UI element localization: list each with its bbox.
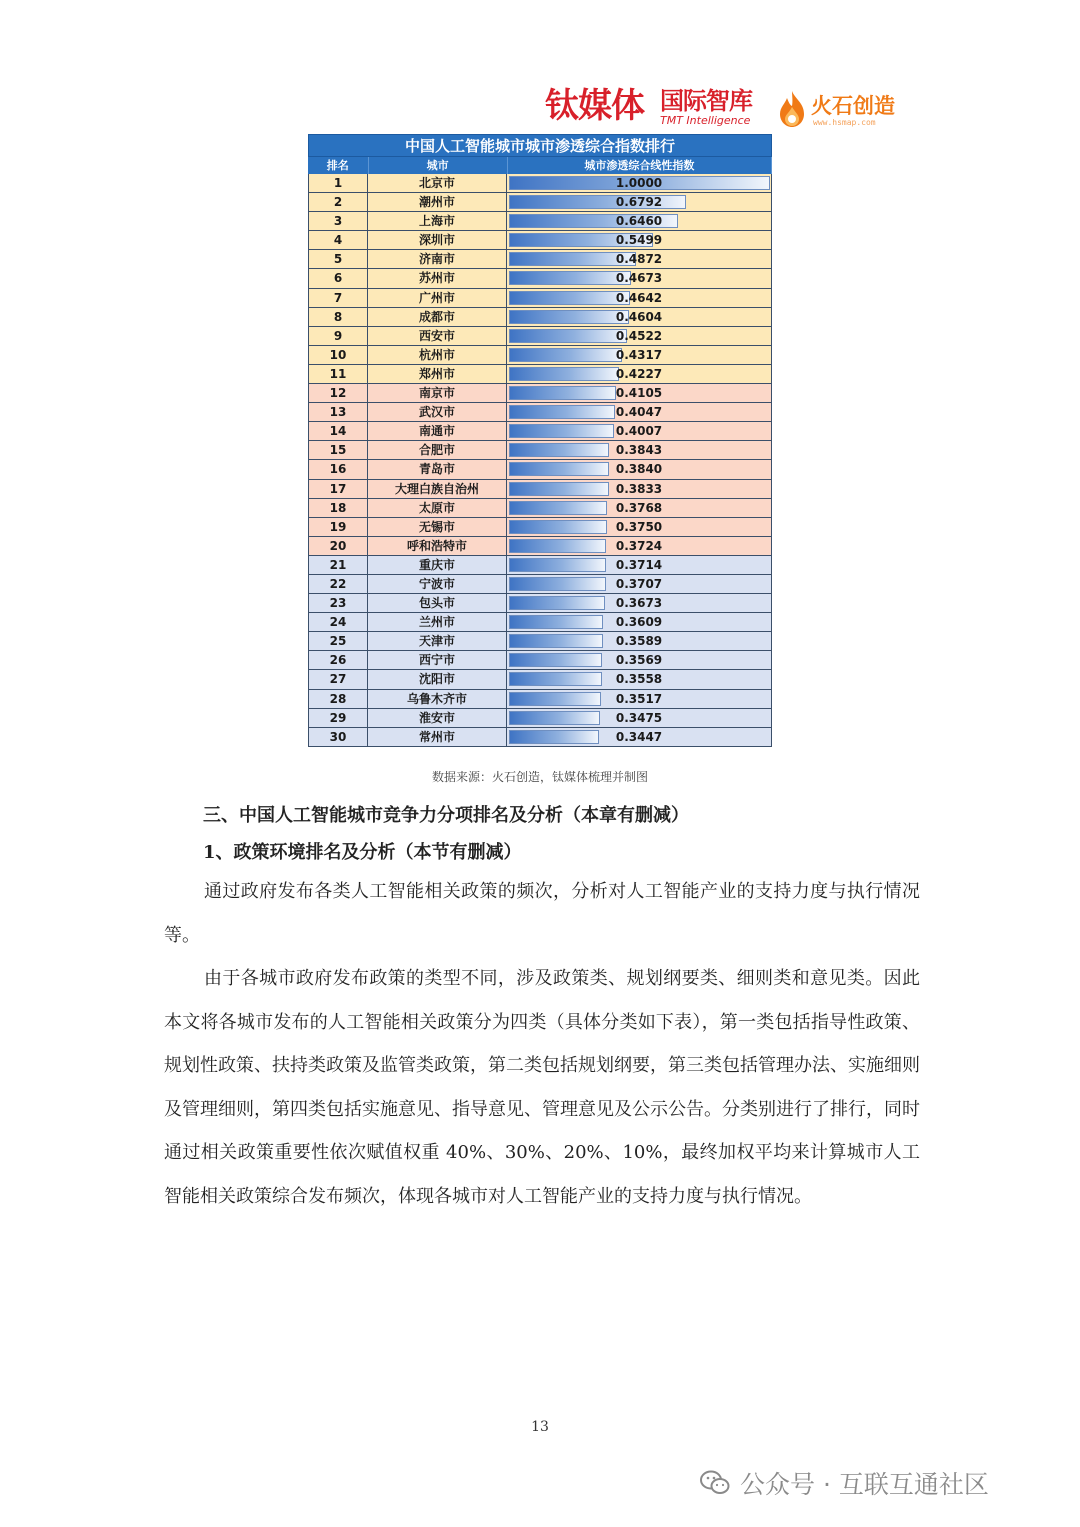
table-body (308, 174, 772, 747)
value-cell (507, 709, 772, 727)
value-cell (507, 728, 772, 746)
header-rank: 排名 (308, 157, 369, 174)
table-row (308, 575, 772, 594)
header-logos (545, 86, 905, 136)
value-label: 0.3768 (615, 500, 663, 515)
rank-cell: 29 (308, 709, 368, 727)
value-cell (507, 346, 772, 364)
rank-cell: 23 (308, 594, 368, 612)
city-cell: 北京市 (368, 174, 507, 192)
table-row (308, 403, 772, 422)
rank-cell: 8 (308, 308, 368, 326)
value-label: 0.4007 (615, 424, 663, 439)
value-cell (507, 518, 772, 536)
table-row (308, 499, 772, 518)
table-row (308, 690, 772, 709)
value-label: 0.4522 (615, 328, 663, 343)
table-row (308, 460, 772, 479)
value-cell (507, 422, 772, 440)
table-row (308, 441, 772, 460)
value-cell (507, 384, 772, 402)
table-title: 中国人工智能城市城市渗透综合指数排行 (308, 134, 772, 157)
rank-cell: 10 (308, 346, 368, 364)
table-row (308, 346, 772, 365)
city-cell: 青岛市 (368, 460, 507, 478)
rank-cell: 20 (308, 537, 368, 555)
value-label: 0.3609 (615, 615, 663, 630)
value-label: 0.3447 (615, 729, 663, 744)
city-cell: 淮安市 (368, 709, 507, 727)
value-label: 0.3589 (615, 634, 663, 649)
city-cell: 宁波市 (368, 575, 507, 593)
rank-cell: 13 (308, 403, 368, 421)
value-label: 0.4227 (615, 366, 663, 381)
table-row (308, 651, 772, 670)
value-label: 0.3840 (615, 462, 663, 477)
rank-cell: 1 (308, 174, 368, 192)
value-label: 0.3724 (615, 538, 663, 553)
tmt-logo-side: 国际智库 (660, 87, 752, 115)
subsection-heading: 1、政策环境排名及分析（本节有删减） (203, 842, 522, 863)
table-row (308, 537, 772, 556)
watermark-text: 公众号 · 互联互通社区 (740, 1470, 989, 1499)
value-cell (507, 327, 772, 345)
table-row (308, 212, 772, 231)
value-label: 0.3558 (615, 672, 663, 687)
value-label: 0.3714 (615, 557, 663, 572)
city-cell: 沈阳市 (368, 670, 507, 688)
city-cell: 南京市 (368, 384, 507, 402)
page-number: 13 (531, 1419, 549, 1435)
value-cell (507, 480, 772, 498)
value-label: 0.4604 (615, 309, 663, 324)
value-label: 0.4673 (615, 271, 663, 286)
rank-cell: 16 (308, 460, 368, 478)
rank-cell: 26 (308, 651, 368, 669)
rank-cell: 2 (308, 193, 368, 211)
value-label: 0.6460 (615, 214, 663, 229)
rank-cell: 4 (308, 231, 368, 249)
value-cell (507, 651, 772, 669)
value-label: 0.4047 (615, 405, 663, 420)
city-cell: 常州市 (368, 728, 507, 746)
table-row (308, 670, 772, 689)
city-cell: 重庆市 (368, 556, 507, 574)
rank-cell: 19 (308, 518, 368, 536)
city-cell: 呼和浩特市 (368, 537, 507, 555)
city-cell: 西安市 (368, 327, 507, 345)
value-cell (507, 441, 772, 459)
rank-cell: 18 (308, 499, 368, 517)
value-label: 0.4317 (615, 347, 663, 362)
city-cell: 天津市 (368, 632, 507, 650)
value-cell (507, 269, 772, 287)
value-label: 0.3517 (615, 691, 663, 706)
hs-logo-name: 火石创造 (811, 94, 895, 118)
value-cell (507, 690, 772, 708)
table-row (308, 384, 772, 403)
rank-cell: 21 (308, 556, 368, 574)
value-label: 0.3843 (615, 443, 663, 458)
rank-cell: 9 (308, 327, 368, 345)
city-cell: 乌鲁木齐市 (368, 690, 507, 708)
value-cell (507, 174, 772, 192)
value-cell (507, 193, 772, 211)
table-row (308, 422, 772, 441)
city-cell: 兰州市 (368, 613, 507, 631)
city-cell: 无锡市 (368, 518, 507, 536)
rank-cell: 3 (308, 212, 368, 230)
rank-cell: 27 (308, 670, 368, 688)
value-cell (507, 403, 772, 421)
table-row (308, 556, 772, 575)
header-city: 城市 (369, 157, 508, 174)
table-row (308, 231, 772, 250)
value-cell (507, 575, 772, 593)
table-row (308, 518, 772, 537)
value-cell (507, 460, 772, 478)
rank-cell: 22 (308, 575, 368, 593)
value-label: 0.3833 (615, 481, 663, 496)
city-cell: 包头市 (368, 594, 507, 612)
hs-logo-url: www.hsmap.com (813, 118, 876, 127)
city-cell: 西宁市 (368, 651, 507, 669)
city-cell: 潮州市 (368, 193, 507, 211)
value-label: 0.3569 (615, 653, 663, 668)
value-cell (507, 289, 772, 307)
city-cell: 郑州市 (368, 365, 507, 383)
table-row (308, 250, 772, 269)
value-label: 0.6792 (615, 195, 663, 210)
city-cell: 合肥市 (368, 441, 507, 459)
table-row (308, 728, 772, 747)
value-label: 0.3673 (615, 596, 663, 611)
value-label: 0.4105 (615, 386, 663, 401)
value-cell (507, 670, 772, 688)
watermark (700, 1463, 989, 1503)
table-row (308, 193, 772, 212)
table-row (308, 289, 772, 308)
city-cell: 上海市 (368, 212, 507, 230)
tmt-logo-main: 钛媒体 (545, 86, 644, 126)
value-label: 1.0000 (615, 176, 663, 190)
table-row (308, 709, 772, 728)
rank-cell: 28 (308, 690, 368, 708)
header-value: 城市渗透综合线性指数 (508, 157, 772, 174)
table-row (308, 174, 772, 193)
rank-cell: 14 (308, 422, 368, 440)
city-cell: 苏州市 (368, 269, 507, 287)
city-cell: 杭州市 (368, 346, 507, 364)
value-label: 0.3707 (615, 576, 663, 591)
value-cell (507, 632, 772, 650)
value-cell (507, 556, 772, 574)
table-row (308, 308, 772, 327)
section-heading: 三、中国人工智能城市竞争力分项排名及分析（本章有删减） (203, 805, 689, 826)
value-cell (507, 499, 772, 517)
rank-cell: 7 (308, 289, 368, 307)
rank-cell: 15 (308, 441, 368, 459)
value-cell (507, 231, 772, 249)
table-row (308, 365, 772, 384)
city-cell: 太原市 (368, 499, 507, 517)
city-cell: 广州市 (368, 289, 507, 307)
rank-cell: 5 (308, 250, 368, 268)
value-cell (507, 365, 772, 383)
value-label: 0.3750 (615, 519, 663, 534)
value-cell (507, 250, 772, 268)
value-cell (507, 594, 772, 612)
table-row (308, 632, 772, 651)
value-cell (507, 537, 772, 555)
city-cell: 济南市 (368, 250, 507, 268)
ranking-table (308, 134, 772, 747)
flame-icon (777, 90, 807, 128)
figure-caption: 数据来源：火石创造，钛媒体梳理并制图 (431, 770, 648, 784)
rank-cell: 12 (308, 384, 368, 402)
value-cell (507, 212, 772, 230)
tmt-logo-english: TMT Intelligence (660, 114, 751, 127)
rank-cell: 24 (308, 613, 368, 631)
value-cell (507, 613, 772, 631)
rank-cell: 11 (308, 365, 368, 383)
wechat-icon (700, 1470, 730, 1496)
paragraph-2: 由于各城市政府发布政策的类型不同，涉及政策类、规划纲要类、细则类和意见类。因此本文将各城市发布的人工智能相关政策分为四类（具体分类如下表），第一类包括指导性政策、规划性政策、扶持类政策及监管类政策，第二类包括规划纲要，第三类包括管理办法、实施细则及管理细则，第四类包括实施意见、指导意见、管理意见及公示公告。分类别进行了排行，同时通过相关政策重要性依次赋值权重 40%、30%、20%、10%，最终加权平均来计算城市人工智能相关政策综合发布频次，体现各城市对人工智能产业的支持力度与执行情况。 (164, 968, 920, 1207)
rank-cell: 30 (308, 728, 368, 746)
value-label: 0.4872 (615, 252, 663, 267)
table-row (308, 594, 772, 613)
table-row (308, 327, 772, 346)
rank-cell: 17 (308, 480, 368, 498)
paragraph-1: 通过政府发布各类人工智能相关政策的频次，分析对人工智能产业的支持力度与执行情况等。 (164, 881, 920, 946)
city-cell: 深圳市 (368, 231, 507, 249)
city-cell: 大理白族自治州 (368, 480, 507, 498)
table-header-row (308, 157, 772, 174)
rank-cell: 6 (308, 269, 368, 287)
city-cell: 武汉市 (368, 403, 507, 421)
value-cell (507, 308, 772, 326)
value-label: 0.4642 (615, 290, 663, 305)
table-row (308, 613, 772, 632)
table-row (308, 269, 772, 288)
city-cell: 成都市 (368, 308, 507, 326)
rank-cell: 25 (308, 632, 368, 650)
table-row (308, 480, 772, 499)
city-cell: 南通市 (368, 422, 507, 440)
value-label: 0.3475 (615, 710, 663, 725)
value-label: 0.5499 (615, 233, 663, 248)
